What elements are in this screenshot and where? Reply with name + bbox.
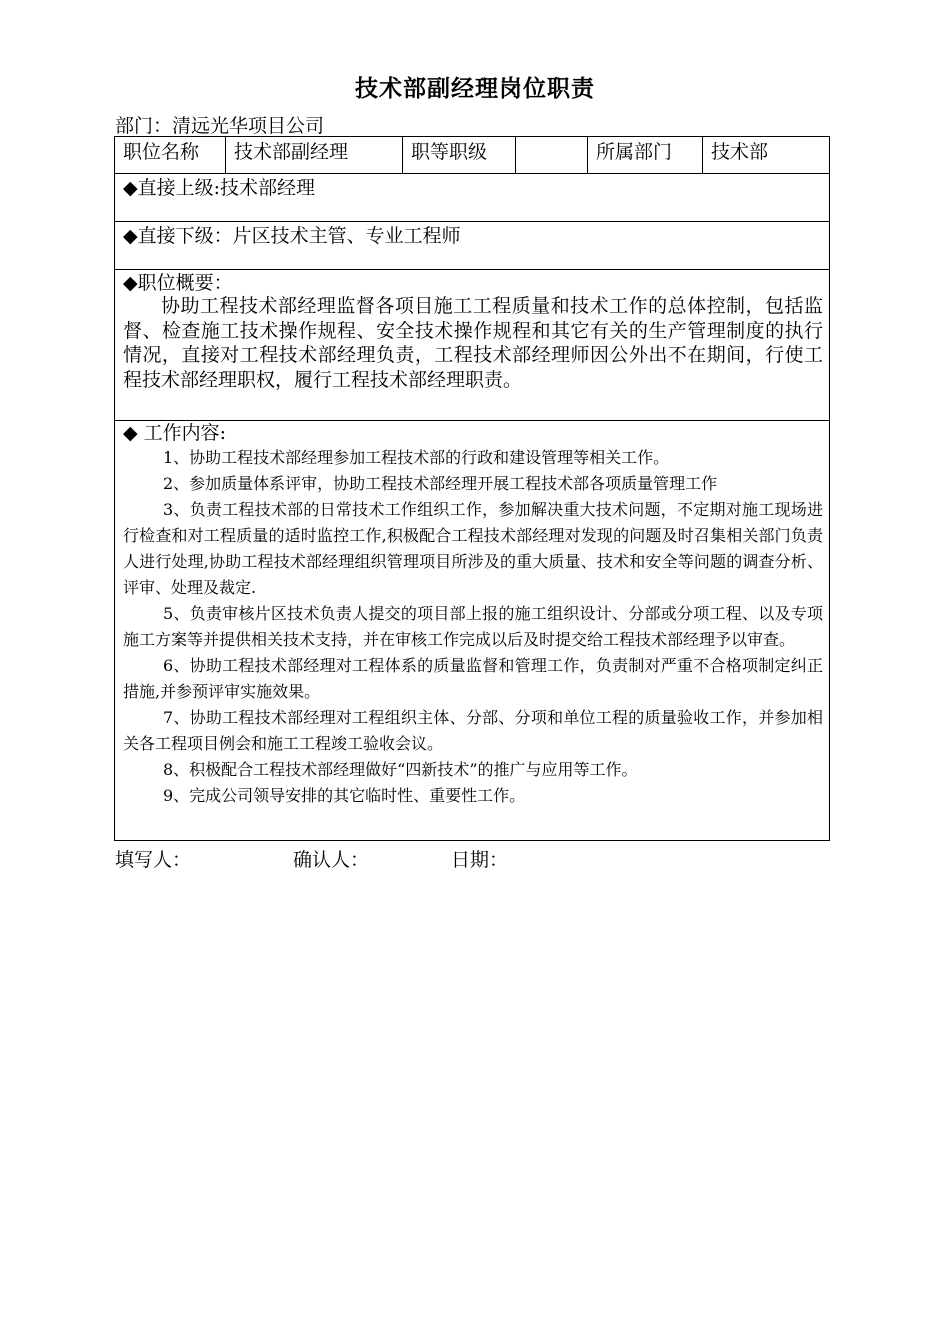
work-item: 2、参加质量体系评审，协助工程技术部经理开展工程技术部各项质量管理工作 bbox=[163, 474, 718, 493]
work-list bbox=[123, 445, 823, 809]
work-item: 9、完成公司领导安排的其它临时性、重要性工作。 bbox=[163, 786, 526, 805]
work-item: 3、负责工程技术部的日常技术工作组织工作，参加解决重大技术问题，不定期对施工现场进行检查和对工程质量的适时监控工作,积极配合工程技术部经理对发现的问题及时召集相关部门负责人进行处理,协助工程技术部经理组织管理项目所涉及的重大质量、技术和安全等问题的调查分析、评审、处理及裁定. bbox=[123, 500, 823, 597]
date-label: 日期： bbox=[451, 849, 509, 871]
work-item: 6、协助工程技术部经理对工程体系的质量监督和管理工作，负责制对严重不合格项制定纠正措施,并参预评审实施效果。 bbox=[123, 656, 823, 701]
work-item: 5、负责审核片区技术负责人提交的项目部上报的施工组织设计、分部或分项工程、以及专项施工方案等并提供相关技术支持，并在审核工作完成以后及时提交给工程技术部经理予以审查。 bbox=[123, 604, 823, 649]
direct-subordinate-row bbox=[115, 222, 829, 270]
summary-heading: ◆职位概要： bbox=[123, 272, 233, 294]
header-row bbox=[115, 137, 829, 174]
grade-value bbox=[516, 137, 588, 174]
position-name-label: 职位名称 bbox=[115, 137, 226, 174]
work-content-row bbox=[115, 421, 829, 841]
work-heading: ◆ 工作内容: bbox=[123, 422, 227, 444]
direct-superior-row bbox=[115, 174, 829, 222]
summary-row bbox=[115, 270, 829, 421]
job-description-form bbox=[114, 136, 830, 841]
direct-subordinate: ◆直接下级：片区技术主管、专业工程师 bbox=[123, 225, 461, 247]
department-label: 所属部门 bbox=[588, 137, 703, 174]
position-name-value: 技术部副经理 bbox=[226, 137, 403, 174]
department-value: 技术部 bbox=[711, 141, 769, 163]
work-item: 1、协助工程技术部经理参加工程技术部的行政和建设管理等相关工作。 bbox=[163, 448, 670, 467]
page-title: 技术部副经理岗位职责 bbox=[355, 76, 595, 102]
grade-label: 职等职级 bbox=[403, 137, 516, 174]
direct-superior: ◆直接上级:技术部经理 bbox=[123, 177, 316, 199]
work-item: 7、协助工程技术部经理对工程组织主体、分部、分项和单位工程的质量验收工作，并参加相关各工程项目例会和施工工程竣工验收会议。 bbox=[123, 708, 823, 753]
work-item: 8、积极配合工程技术部经理做好“四新技术”的推广与应用等工作。 bbox=[163, 760, 638, 779]
department-line: 部门：清远光华项目公司 bbox=[115, 115, 325, 137]
confirmer-label: 确认人： bbox=[293, 849, 370, 871]
summary-body: 协助工程技术部经理监督各项目施工工程质量和技术工作的总体控制，包括监督、检查施工技术操作规程、安全技术操作规程和其它有关的生产管理制度的执行情况，直接对工程技术部经理负责，工程技术部经理师因公外出不在期间，行使工程技术部经理职权，履行工程技术部经理职责。 bbox=[123, 295, 823, 391]
filler-label: 填写人： bbox=[115, 849, 192, 871]
